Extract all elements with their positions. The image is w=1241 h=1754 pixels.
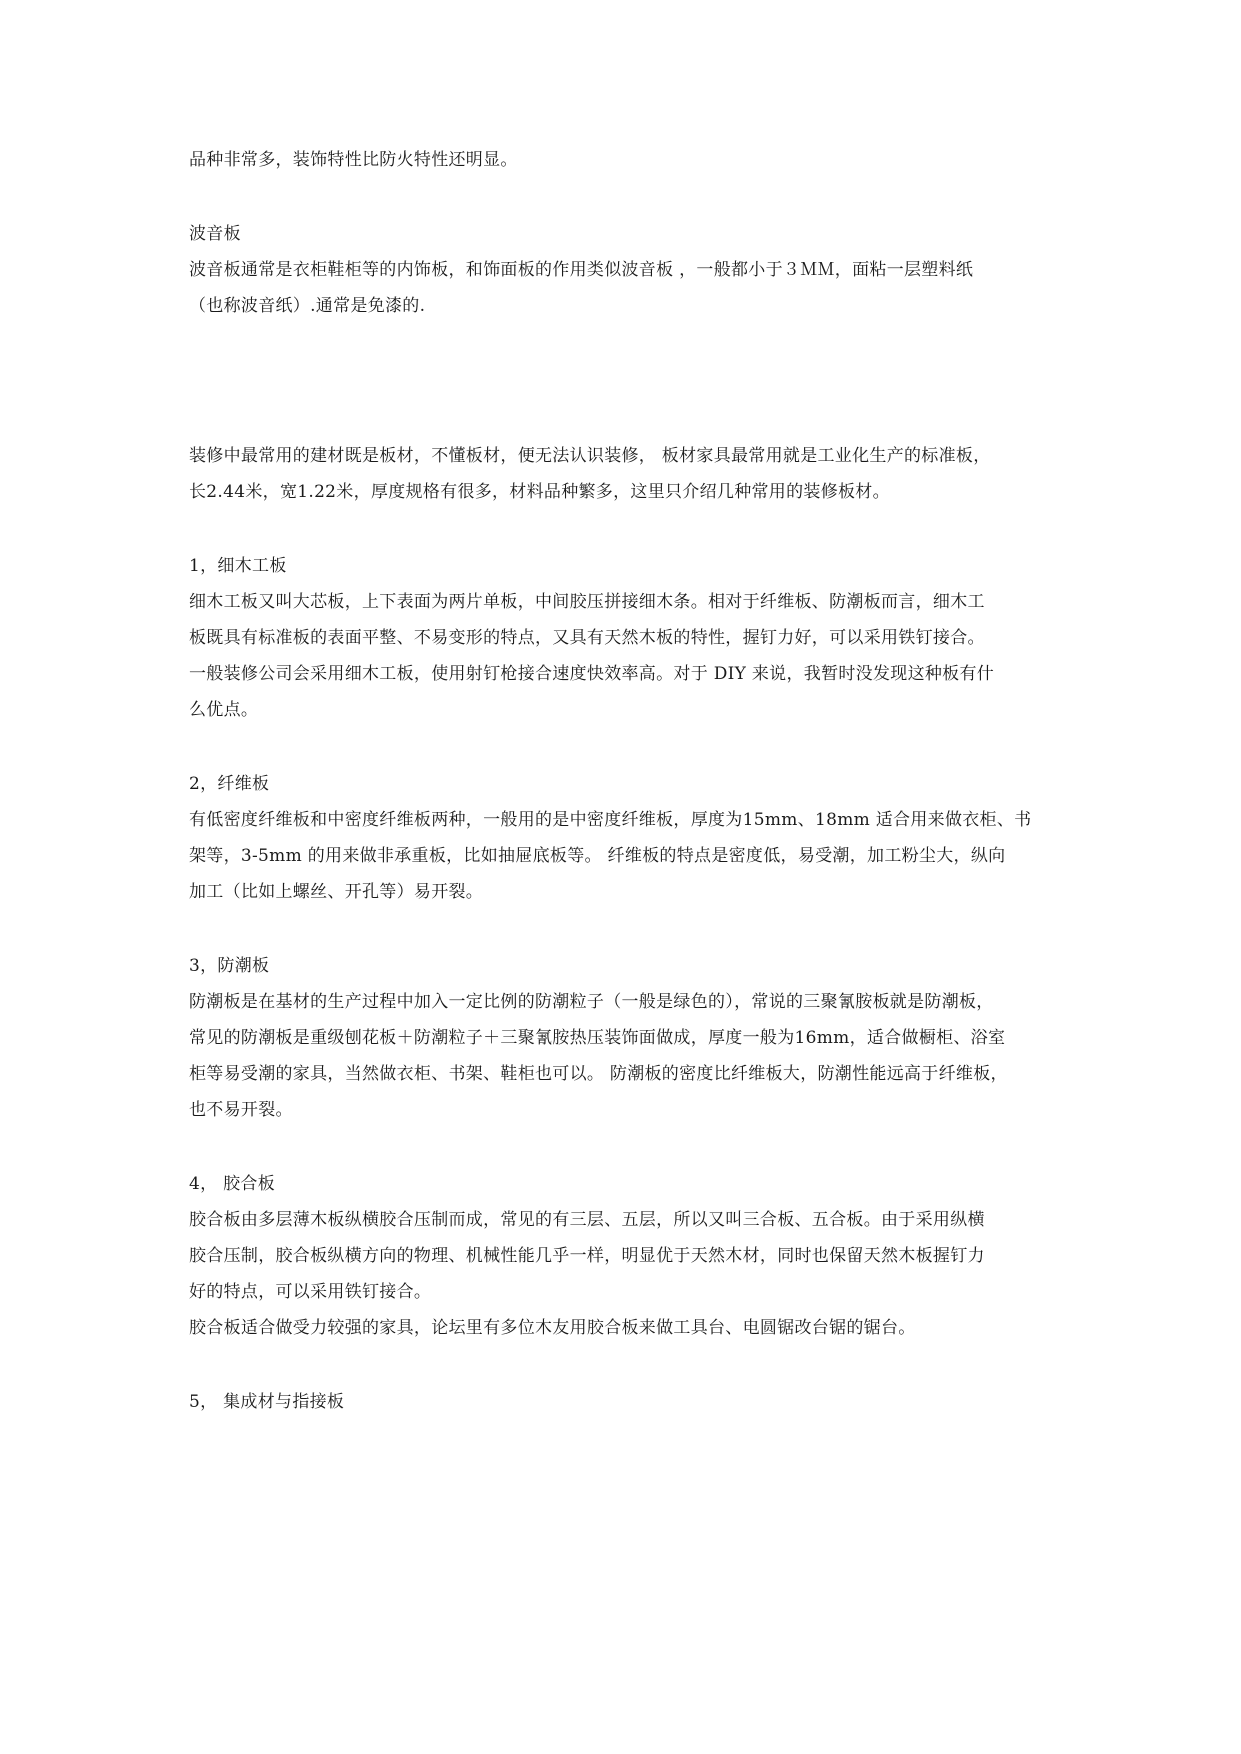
intro-tail-text: 品种非常多，装饰特性比防火特性还明显。	[189, 150, 518, 170]
section1-line-1: 细木工板又叫大芯板，上下表面为两片单板，中间胶压拼接细木条。相对于纤维板、防潮板而言，细木工	[189, 592, 985, 612]
overview-line-1: 装修中最常用的建材既是板材，不懂板材，便无法认识装修， 板材家具最常用就是工业化生产的标准板，	[189, 446, 991, 466]
overview-line-2: 长2.44米，宽1.22米，厚度规格有很多，材料品种繁多，这里只介绍几种常用的装修板材。	[189, 482, 890, 502]
section1-heading: 1，细木工板	[189, 556, 287, 576]
section2-line-3: 加工（比如上螺丝、开孔等）易开裂。	[189, 882, 484, 902]
section4-line-3: 好的特点，可以采用铁钉接合。	[189, 1282, 432, 1302]
section1-line-3: 一般装修公司会采用细木工板，使用射钉枪接合速度快效率高。对于 DIY 来说，我暂时没发现这种板有什	[189, 664, 995, 684]
section4-line-2: 胶合压制，胶合板纵横方向的物理、机械性能几乎一样，明显优于天然木材，同时也保留天然木板握钉力	[189, 1246, 985, 1266]
section4-line-1: 胶合板由多层薄木板纵横胶合压制而成，常见的有三层、五层，所以又叫三合板、五合板。由于采用纵横	[189, 1210, 985, 1230]
section3-line-2: 常见的防潮板是重级刨花板＋防潮粒子＋三聚氰胺热压装饰面做成，厚度一般为16mm，适合做橱柜、浴室	[189, 1028, 1006, 1048]
section4-heading: 4， 胶合板	[189, 1174, 276, 1194]
section2-line-2: 架等，3-5mm 的用来做非承重板，比如抽屉底板等。 纤维板的特点是密度低，易受潮，加工粉尘大，纵向	[189, 846, 1006, 866]
section2-heading: 2，纤维板	[189, 774, 270, 794]
boyin-heading: 波音板	[189, 224, 241, 244]
section1-line-4: 么优点。	[189, 700, 259, 720]
section5-heading: 5， 集成材与指接板	[189, 1392, 345, 1412]
section3-line-4: 也不易开裂。	[189, 1100, 293, 1120]
boyin-line-1: 波音板通常是衣柜鞋柜等的内饰板，和饰面板的作用类似波音板 ，一般都小于３ＭＭ，面粘一层塑料纸	[189, 260, 974, 280]
section2-line-1: 有低密度纤维板和中密度纤维板两种，一般用的是中密度纤维板，厚度为15mm、18mm 适合用来做衣柜、书	[189, 810, 1032, 830]
boyin-line-2: （也称波音纸）.通常是免漆的.	[189, 296, 426, 316]
section1-line-2: 板既具有标准板的表面平整、不易变形的特点，又具有天然木板的特性，握钉力好，可以采用铁钉接合。	[189, 628, 985, 648]
section3-line-3: 柜等易受潮的家具，当然做衣柜、书架、鞋柜也可以。 防潮板的密度比纤维板大，防潮性能远高于纤维板，	[189, 1064, 1008, 1084]
section4-line-4: 胶合板适合做受力较强的家具，论坛里有多位木友用胶合板来做工具台、电圆锯改台锯的锯台。	[189, 1318, 916, 1338]
section3-heading: 3，防潮板	[189, 956, 270, 976]
section3-line-1: 防潮板是在基材的生产过程中加入一定比例的防潮粒子（一般是绿色的），常说的三聚氰胺板就是防潮板，	[189, 992, 994, 1012]
